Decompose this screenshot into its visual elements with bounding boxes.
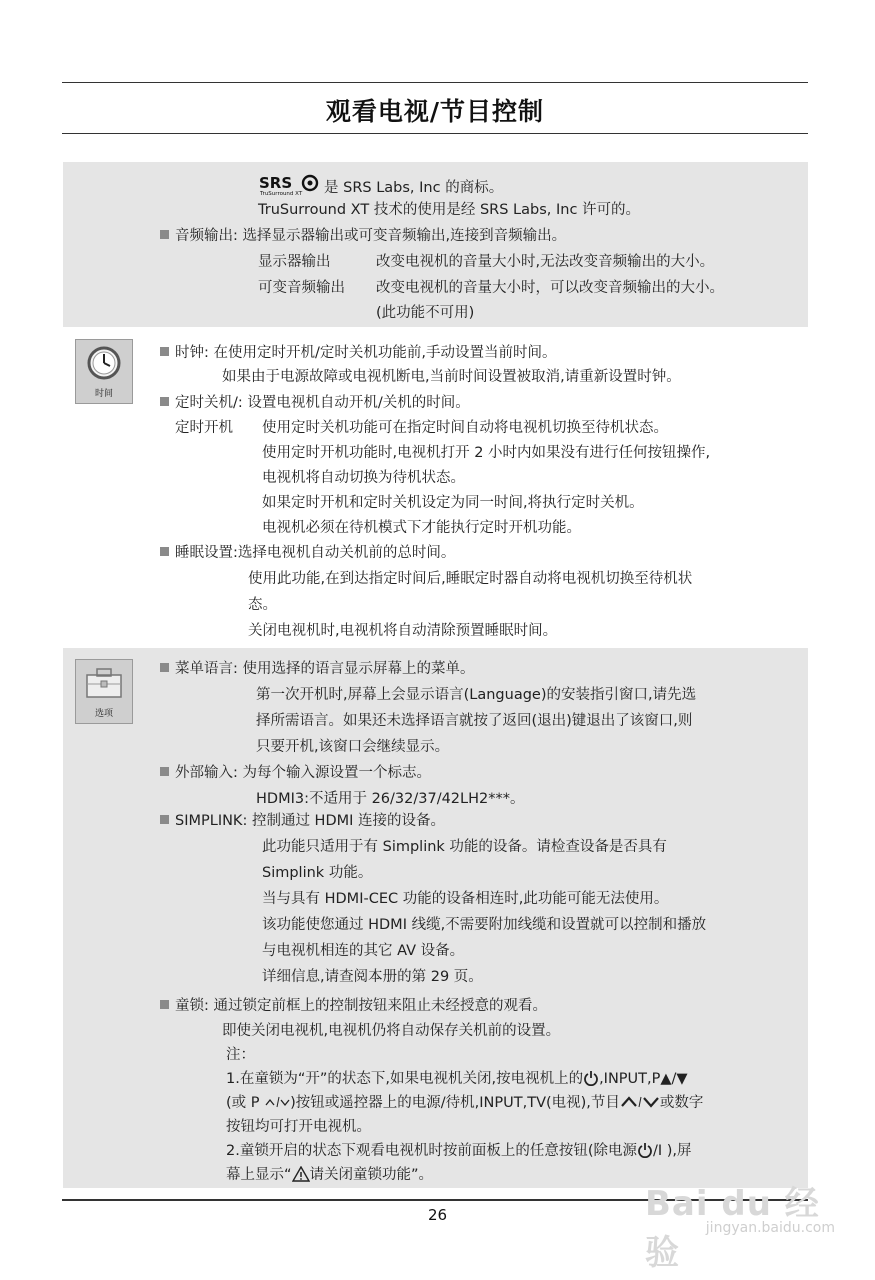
timer-term: 定时开机 bbox=[175, 420, 233, 436]
timer-line-5: 电视机必须在待机模式下才能执行定时开机功能。 bbox=[262, 520, 581, 536]
timer-line-2: 使用定时开机功能时,电视机打开 2 小时内如果没有进行任何按钮操作, bbox=[262, 445, 711, 461]
program-up-down-icon bbox=[620, 1095, 660, 1109]
simplink-heading: SIMPLINK: 控制通过 HDMI 连接的设备。 bbox=[160, 811, 445, 831]
baidu-watermark bbox=[645, 1170, 845, 1273]
timer-line-3: 电视机将自动切换为待机状态。 bbox=[262, 470, 465, 486]
child-lock-note-4: 2.童锁开启的状态下观看电视机时按前面板上的任意按钮(除电源 /I ),屏 bbox=[226, 1143, 692, 1159]
option-menu-icon bbox=[75, 659, 133, 724]
bullet-square-icon bbox=[160, 1000, 169, 1009]
bullet-square-icon bbox=[160, 767, 169, 776]
input-label-heading: 外部输入: 为每个输入源设置一个标志。 bbox=[160, 763, 431, 783]
audio-out-desc-2: 改变电视机的音量大小时，可以改变音频输出的大小。 bbox=[376, 280, 724, 296]
bullet-square-icon bbox=[160, 230, 169, 239]
power-icon bbox=[583, 1070, 599, 1086]
simplink-line-3: 当与具有 HDMI-CEC 功能的设备相连时,此功能可能无法使用。 bbox=[262, 891, 669, 907]
timer-heading: 定时关机/: 设置电视机自动开机/关机的时间。 bbox=[160, 393, 470, 413]
audio-out-term-2: 可变音频输出 bbox=[258, 280, 345, 296]
time-menu-label: 时间 bbox=[94, 389, 113, 399]
header-bottom-rule bbox=[62, 133, 808, 134]
audio-out-desc-1: 改变电视机的音量大小时,无法改变音频输出的大小。 bbox=[376, 254, 715, 270]
simplink-line-6: 详细信息,请查阅本册的第 29 页。 bbox=[262, 969, 483, 985]
child-lock-note-1: 1.在童锁为“开”的状态下,如果电视机关闭,按电视机上的 ,INPUT,P▲/▼ bbox=[226, 1071, 688, 1087]
timer-line-1: 使用定时关机功能可在指定时间自动将电视机切换至待机状态。 bbox=[262, 420, 668, 436]
option-menu-label: 选项 bbox=[94, 709, 113, 719]
simplink-line-1: 此功能只适用于有 Simplink 功能的设备。请检查设备是否具有 bbox=[262, 839, 667, 855]
warning-triangle-icon bbox=[292, 1166, 310, 1182]
clock-heading: 时钟: 在使用定时开机/定时关机功能前,手动设置当前时间。 bbox=[160, 343, 557, 363]
timer-line-4: 如果定时开机和定时关机设定为同一时间,将执行定时关机。 bbox=[262, 495, 644, 511]
bullet-square-icon bbox=[160, 815, 169, 824]
toolbox-icon bbox=[76, 660, 132, 708]
child-lock-note-2: (或 P )按钮或遥控器上的电源/待机,INPUT,TV(电视),节目 或数字 bbox=[226, 1095, 704, 1111]
sleep-line-3: 关闭电视机时,电视机将自动清除预置睡眠时间。 bbox=[248, 623, 558, 639]
language-line-1: 第一次开机时,屏幕上会显示语言(Language)的安装指引窗口,请先选 bbox=[256, 687, 697, 703]
svg-text:TruSurround XT: TruSurround XT bbox=[260, 191, 303, 196]
srs-logo-icon bbox=[258, 174, 320, 202]
bullet-square-icon bbox=[160, 663, 169, 672]
srs-line-2: TruSurround XT 技术的使用是经 SRS Labs, Inc 许可的。 bbox=[258, 202, 641, 218]
bullet-square-icon bbox=[160, 347, 169, 356]
bullet-square-icon bbox=[160, 547, 169, 556]
audio-out-term-1: 显示器输出 bbox=[258, 254, 331, 270]
simplink-line-4: 该功能使您通过 HDMI 线缆,不需要附加线缆和设置就可以控制和播放 bbox=[262, 917, 707, 933]
bullet-square-icon bbox=[160, 397, 169, 406]
child-lock-heading: 童锁: 通过锁定前框上的控制按钮来阻止未经授意的观看。 bbox=[160, 996, 547, 1016]
simplink-line-2: Simplink 功能。 bbox=[262, 865, 373, 881]
page-number: 26 bbox=[427, 1206, 448, 1224]
clock-icon bbox=[76, 340, 132, 388]
language-line-3: 只要开机,该窗口会继续显示。 bbox=[256, 739, 450, 755]
audio-out-note: (此功能不可用) bbox=[376, 305, 475, 321]
time-menu-icon bbox=[75, 339, 133, 404]
sleep-heading: 睡眠设置:选择电视机自动关机前的总时间。 bbox=[160, 543, 455, 563]
input-label-line-1: HDMI3:不适用于 26/32/37/42LH2***。 bbox=[256, 791, 525, 807]
child-lock-line-1: 即使关闭电视机,电视机仍将自动保存关机前的设置。 bbox=[222, 1023, 561, 1039]
svg-text:SRS: SRS bbox=[259, 174, 293, 192]
channel-up-down-small-icon bbox=[264, 1095, 290, 1109]
language-line-2: 择所需语言。如果还未选择语言就按了返回(退出)键退出了该窗口,则 bbox=[256, 713, 693, 729]
clock-line-2: 如果由于电源故障或电视机断电,当前时间设置被取消,请重新设置时钟。 bbox=[222, 369, 681, 385]
child-lock-note-label: 注： bbox=[226, 1047, 255, 1063]
sleep-line-2: 态。 bbox=[248, 597, 277, 613]
watermark-brand: Bai du 经验 bbox=[645, 1184, 820, 1273]
srs-trademark-text: 是 SRS Labs, Inc 的商标。 bbox=[324, 180, 504, 196]
watermark-url: jingyan.baidu.com bbox=[705, 1220, 835, 1236]
page-title: 观看电视/节目控制 bbox=[325, 97, 545, 126]
audio-out-heading: 音频输出: 选择显示器输出或可变音频输出,连接到音频输出。 bbox=[160, 226, 566, 246]
child-lock-note-3: 按钮均可打开电视机。 bbox=[226, 1119, 371, 1135]
child-lock-note-5: 幕上显示“ 请关闭童锁功能”。 bbox=[226, 1167, 434, 1183]
menu-language-heading: 菜单语言: 使用选择的语言显示屏幕上的菜单。 bbox=[160, 659, 475, 679]
simplink-line-5: 与电视机相连的其它 AV 设备。 bbox=[262, 943, 465, 959]
header-top-rule bbox=[62, 82, 808, 83]
srs-line-1 bbox=[258, 174, 503, 202]
sleep-line-1: 使用此功能,在到达指定时间后,睡眠定时器自动将电视机切换至待机状 bbox=[248, 571, 693, 587]
power-icon bbox=[637, 1142, 653, 1158]
